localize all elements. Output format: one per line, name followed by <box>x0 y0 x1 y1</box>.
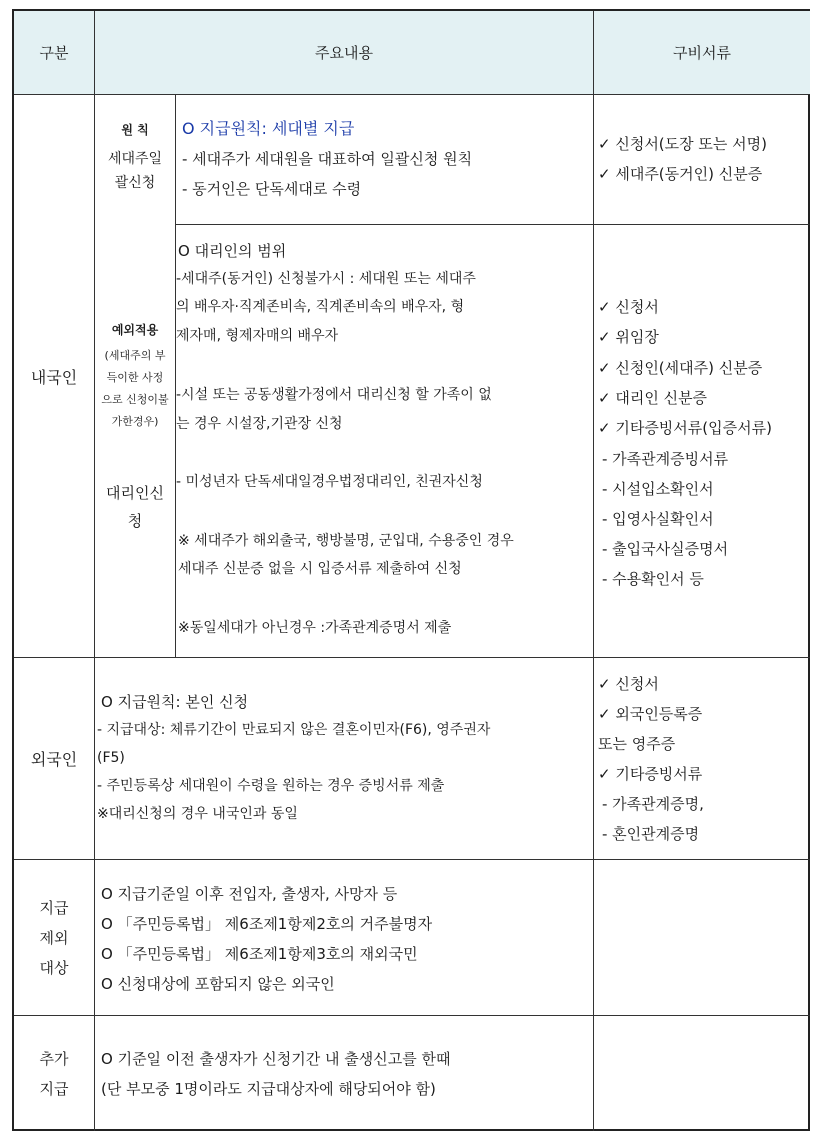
foreign-row-label <box>14 658 94 859</box>
exclusion-documents <box>594 860 810 1015</box>
foreign-doc: ✓ 신청서 <box>598 675 659 693</box>
foreign-doc: - 가족관계증명, <box>602 795 704 813</box>
exception-doc: ✓ 신청인(세대주) 신분증 <box>598 359 763 377</box>
exception-sub-note: 득이한 사정 <box>106 371 164 384</box>
exception-line: -시설 또는 공동생활가정에서 대리신청 할 가족이 없 <box>176 387 492 403</box>
additional-label: 지급 <box>39 1079 69 1098</box>
foreign-line: - 지급대상: 체류기간이 만료되지 않은 결혼이민자(F6), 영주권자 <box>97 722 491 738</box>
foreign-line: - 주민등록상 세대원이 수령을 원하는 경우 증빙서류 제출 <box>97 778 445 794</box>
foreign-label: 외국인 <box>30 750 78 769</box>
exception-sub-note: 으로 신청이불 <box>101 393 169 406</box>
foreign-doc: ✓ 기타증빙서류 <box>598 765 703 783</box>
exception-sub-extra: 청 <box>127 512 143 530</box>
additional-line: (단 부모중 1명이라도 지급대상자에 해당되어야 함) <box>101 1080 436 1098</box>
exception-line: 제자매, 형제자매의 배우자 <box>176 328 339 344</box>
exception-doc: - 수용확인서 등 <box>602 570 704 588</box>
exception-sub-note: 가한경우) <box>111 415 159 428</box>
domestic-label: 내국인 <box>30 367 78 387</box>
header-content-label: 주요내용 <box>315 44 373 62</box>
exception-doc: - 출입국사실증명서 <box>602 540 729 558</box>
exclusion-label: 지급 <box>39 898 69 917</box>
additional-content <box>95 1016 593 1131</box>
domestic-row-label <box>14 95 94 657</box>
exclusion-row-label <box>14 860 94 1015</box>
exception-sub-note: (세대주의 부 <box>104 349 166 362</box>
info-table <box>12 9 810 1131</box>
foreign-content <box>95 658 593 859</box>
exception-line: -세대주(동거인) 신청불가시 : 세대원 또는 세대주 <box>176 271 476 287</box>
exception-line: 세대주 신분증 없을 시 입증서류 제출하여 신청 <box>178 561 462 577</box>
header-content <box>95 11 593 94</box>
foreign-line: ※대리신청의 경우 내국인과 동일 <box>97 806 298 822</box>
foreign-doc: ✓ 외국인등록증 <box>598 705 703 723</box>
exception-line: O 대리인의 범위 <box>178 242 287 260</box>
exception-doc: ✓ 기타증빙서류(입증서류) <box>598 419 772 437</box>
header-documents <box>594 11 810 94</box>
additional-row-label <box>14 1016 94 1131</box>
additional-line: O 기준일 이전 출생자가 신청기간 내 출생신고를 한때 <box>101 1050 451 1068</box>
additional-label: 추가 <box>39 1049 69 1068</box>
exception-doc: - 입영사실확인서 <box>602 510 714 528</box>
principle-sub-title: 원 칙 <box>121 123 149 137</box>
principle-doc: ✓ 신청서(도장 또는 서명) <box>598 135 767 153</box>
exception-line: 는 경우 시설장,기관장 신청 <box>176 416 343 432</box>
principle-subcategory <box>95 95 175 224</box>
foreign-doc: 또는 영주증 <box>598 735 676 753</box>
exception-sub-title: 예외적용 <box>111 323 159 337</box>
principle-sub-line: 괄신청 <box>114 175 156 191</box>
header-category-label: 구분 <box>39 44 69 62</box>
exception-line: 의 배우자·직계존비속, 직계존비속의 배우자, 형 <box>176 299 465 315</box>
exclusion-line: O 신청대상에 포함되지 않은 외국인 <box>101 975 335 993</box>
exception-line: - 미성년자 단독세대일경우법정대리인, 친권자신청 <box>176 474 483 490</box>
additional-documents <box>594 1016 810 1131</box>
exception-sub-extra: 대리인신 <box>106 484 164 502</box>
exception-doc: ✓ 대리인 신분증 <box>598 389 708 407</box>
exception-doc: - 가족관계증빙서류 <box>602 450 729 468</box>
exception-documents <box>594 225 810 657</box>
exclusion-line: O 「주민등록법」 제6조제1항제2호의 거주불명자 <box>101 915 433 933</box>
exception-line: ※ 세대주가 해외출국, 행방불명, 군입대, 수용중인 경우 <box>178 533 514 549</box>
foreign-documents <box>594 658 810 859</box>
principle-sub-line: 세대주일 <box>107 151 163 167</box>
principle-documents <box>594 95 810 224</box>
principle-line: - 세대주가 세대원을 대표하여 일괄신청 원칙 <box>182 150 473 168</box>
exclusion-label: 대상 <box>39 958 69 977</box>
exception-doc: ✓ 위임장 <box>598 328 659 346</box>
foreign-line: (F5) <box>97 750 125 766</box>
exception-line: ※동일세대가 아닌경우 :가족관계증명서 제출 <box>178 620 452 636</box>
exception-doc: ✓ 신청서 <box>598 298 659 316</box>
principle-title: O 지급원칙: 세대별 지급 <box>182 119 355 138</box>
exclusion-line: O 지급기준일 이후 전입자, 출생자, 사망자 등 <box>101 885 398 903</box>
exclusion-line: O 「주민등록법」 제6조제1항제3호의 재외국민 <box>101 945 418 963</box>
exclusion-content <box>95 860 593 1015</box>
header-documents-label: 구비서류 <box>673 44 731 62</box>
exception-doc: - 시설입소확인서 <box>602 480 714 498</box>
principle-doc: ✓ 세대주(동거인) 신분증 <box>598 165 763 183</box>
foreign-line: O 지급원칙: 본인 신청 <box>101 693 249 711</box>
principle-line: - 동거인은 단독세대로 수령 <box>182 180 362 198</box>
exception-content <box>176 225 593 657</box>
exclusion-label: 제외 <box>39 928 69 947</box>
principle-content <box>176 95 593 224</box>
exception-subcategory <box>95 225 175 657</box>
foreign-doc: - 혼인관계증명 <box>602 825 700 843</box>
header-category <box>14 11 94 94</box>
